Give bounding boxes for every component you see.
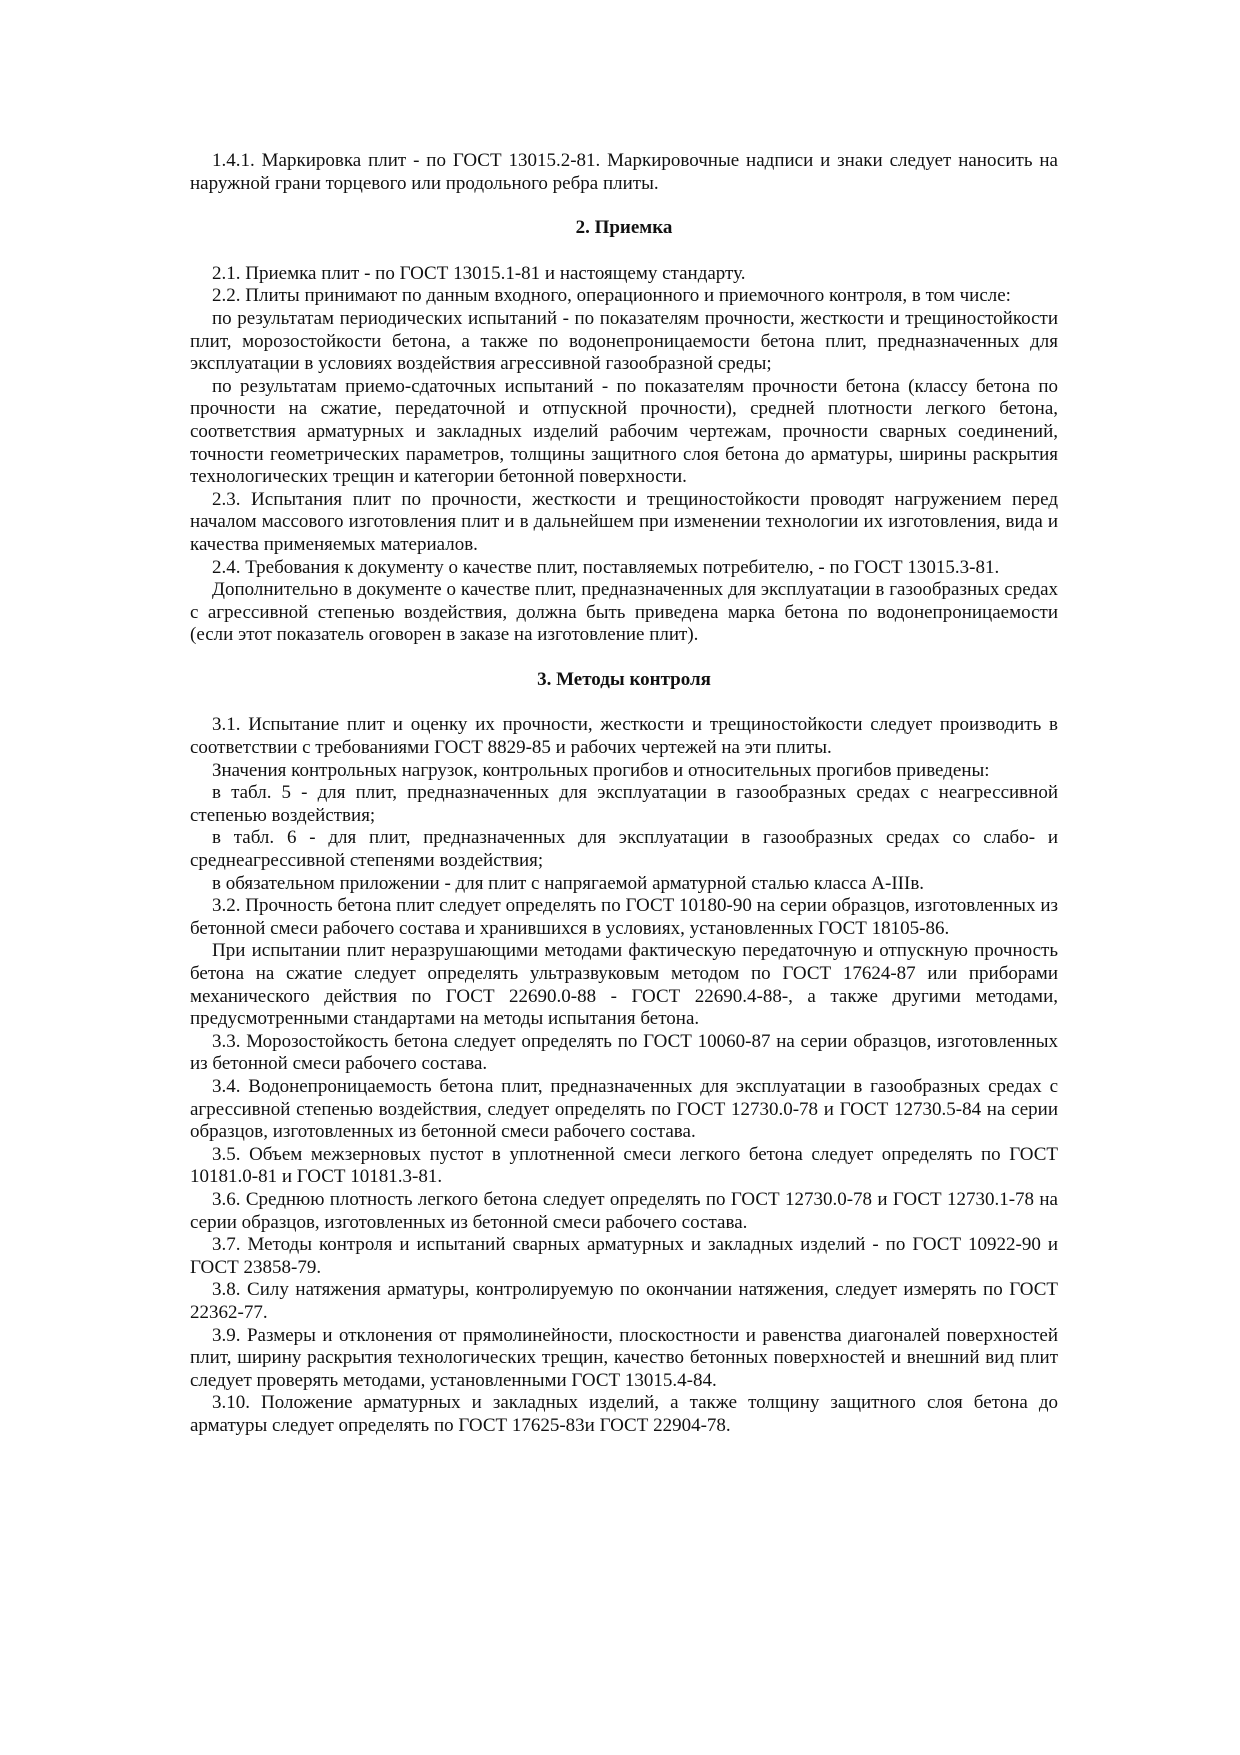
paragraph-3-7: 3.7. Методы контроля и испытаний сварных арматурных и закладных изделий - по ГОСТ 10922-90 и ГОСТ 23858-79. bbox=[190, 1234, 1058, 1278]
paragraph-3-2: 3.2. Прочность бетона плит следует определять по ГОСТ 10180-90 на серии образцов, изготовленных из бетонной смеси рабочего состава и хранившихся в условиях, установленных ГОСТ 18105-86. bbox=[190, 895, 1058, 939]
paragraph-3-5: 3.5. Объем межзерновых пустот в уплотненной смеси легкого бетона следует определять по ГОСТ 10181.0-81 и ГОСТ 10181.3-81. bbox=[190, 1143, 1058, 1188]
paragraph-2-2: 2.2. Плиты принимают по данным входного, операционного и приемочного контроля, в том числе: bbox=[212, 285, 1011, 307]
paragraph-2-4-additional: Дополнительно в документе о качестве плит, предназначенных для эксплуатации в газообразных средах с агрессивной степенью воздействия, должна быть приведена марка бетона по водонепроницаемости (если этот показатель оговорен в заказе на изготовление плит). bbox=[190, 579, 1058, 646]
section-heading-acceptance: 2. Приемка bbox=[575, 217, 673, 239]
section-heading-control-methods: 3. Методы контроля bbox=[537, 668, 711, 690]
paragraph-2-2-acceptance-tests: по результатам приемо-сдаточных испытаний - по показателям прочности бетона (классу бетона по прочности на сжатие, передаточной и отпускной прочности), средней плотности легкого бетона, соответствия арматурных и закладных изделий рабочим чертежам, прочности сварных соединений, точности геометрических параметров, толщины защитного слоя бетона до арматуры, ширины раскрытия технологических трещин и категории бетонной поверхности. bbox=[190, 375, 1058, 488]
paragraph-3-2-nondestructive: При испытании плит неразрушающими методами фактическую передаточную и отпускную прочность бетона на сжатие следует определять ультразвуковым методом по ГОСТ 17624-87 или приборами механического действия по ГОСТ 22690.0-88 - ГОСТ 22690.4-88-, а также другими методами, предусмотренными стандартами на методы испытания бетона. bbox=[190, 940, 1058, 1030]
document-page bbox=[190, 150, 1058, 1437]
paragraph-2-4: 2.4. Требования к документу о качестве плит, поставляемых потребителю, - по ГОСТ 13015.3-81. bbox=[212, 556, 1000, 578]
paragraph-3-3: 3.3. Морозостойкость бетона следует определять по ГОСТ 10060-87 на серии образцов, изготовленных из бетонной смеси рабочего состава. bbox=[190, 1030, 1058, 1075]
paragraph-3-6: 3.6. Среднюю плотность легкого бетона следует определять по ГОСТ 12730.0-78 и ГОСТ 12730.1-78 на серии образцов, изготовленных из бетонной смеси рабочего состава. bbox=[190, 1188, 1058, 1233]
paragraph-3-1-table-5: в табл. 5 - для плит, предназначенных для эксплуатации в газообразных средах с неагрессивной степенью воздействия; bbox=[190, 782, 1058, 826]
paragraph-3-1-table-6: в табл. 6 - для плит, предназначенных для эксплуатации в газообразных средах со слабо- и среднеагрессивной степенями воздействия; bbox=[190, 827, 1058, 872]
paragraph-2-1: 2.1. Приемка плит - по ГОСТ 13015.1-81 и настоящему стандарту. bbox=[212, 262, 746, 284]
paragraph-1-4-1: 1.4.1. Маркировка плит - по ГОСТ 13015.2-81. Маркировочные надписи и знаки следует наносить на наружной грани торцевого или продольного ребра плиты. bbox=[190, 150, 1058, 194]
paragraph-2-2-periodic: по результатам периодических испытаний - по показателям прочности, жесткости и трещиностойкости плит, морозостойкости бетона, а также по водонепроницаемости бетона плит, предназначенных для эксплуатации в условиях воздействия агрессивной газообразной среды; bbox=[190, 307, 1058, 375]
paragraph-3-1-appendix: в обязательном приложении - для плит с напрягаемой арматурной сталью класса А-IIIв. bbox=[212, 872, 925, 894]
paragraph-3-8: 3.8. Силу натяжения арматуры, контролируемую по окончании натяжения, следует измерять по ГОСТ 22362-77. bbox=[190, 1279, 1058, 1323]
paragraph-3-1: 3.1. Испытание плит и оценку их прочности, жесткости и трещиностойкости следует производить в соответствии с требованиями ГОСТ 8829-85 и рабочих чертежей на эти плиты. bbox=[190, 714, 1058, 759]
paragraph-3-10: 3.10. Положение арматурных и закладных изделий, а также толщину защитного слоя бетона до арматуры следует определять по ГОСТ 17625-83и ГОСТ 22904-78. bbox=[190, 1392, 1058, 1436]
paragraph-3-4: 3.4. Водонепроницаемость бетона плит, предназначенных для эксплуатации в газообразных средах с агрессивной степенью воздействия, следует определять по ГОСТ 12730.0-78 и ГОСТ 12730.5-84 на серии образцов, изготовленных из бетонной смеси рабочего состава. bbox=[190, 1075, 1058, 1143]
paragraph-3-9: 3.9. Размеры и отклонения от прямолинейности, плоскостности и равенства диагоналей поверхностей плит, ширину раскрытия технологических трещин, качество бетонных поверхностей и внешний вид плит следует проверять методами, установленными ГОСТ 13015.4-84. bbox=[190, 1324, 1058, 1391]
paragraph-3-1-values: Значения контрольных нагрузок, контрольных прогибов и относительных прогибов приведены: bbox=[212, 759, 990, 781]
paragraph-2-3: 2.3. Испытания плит по прочности, жесткости и трещиностойкости проводят нагружением перед началом массового изготовления плит и в дальнейшем при изменении технологии их изготовления, вида и качества применяемых материалов. bbox=[190, 488, 1058, 555]
